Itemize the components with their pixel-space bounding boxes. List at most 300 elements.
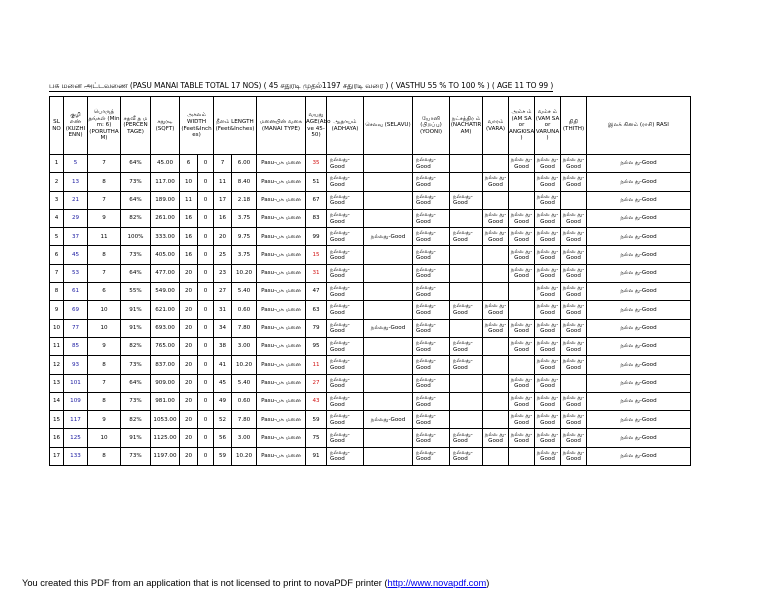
cell-vara: நல்ல து-Good [483,228,509,246]
cell-porutham: 10 [88,301,121,319]
footer-text: You created this PDF from an application that is not licensed to print to novaPDF printer ( [22,578,388,588]
cell-nachatiram [450,155,483,173]
cell-amsa [509,447,535,465]
cell-nachatiram: நல்லது-Good [450,301,483,319]
cell-length-feet: 45 [214,374,232,392]
cell-width-feet: 20 [180,447,198,465]
cell-amsa [509,301,535,319]
cell-porutham: 7 [88,155,121,173]
cell-vara: நல்ல து-Good [483,429,509,447]
cell-sqft: 405.00 [151,246,180,264]
cell-vamsa: நல்ல து-Good [535,356,561,374]
cell-length-feet: 52 [214,411,232,429]
table-row [50,228,691,246]
cell-sqft: 333.00 [151,228,180,246]
cell-length-feet: 38 [214,337,232,355]
cell-rasi: நல்ல து-Good [587,392,691,410]
cell-vamsa: நல்ல து-Good [535,319,561,337]
cell-selavu [364,301,413,319]
col-header-adhaya: ஆதாயம் (ADHAYA) [327,97,364,155]
cell-nachatiram [450,264,483,282]
cell-length-feet: 27 [214,283,232,301]
cell-sqft: 621.00 [151,301,180,319]
cell-vara [483,246,509,264]
cell-nachatiram: நல்லது-Good [450,228,483,246]
cell-kuzhi: 133 [64,447,88,465]
table-row [50,283,691,301]
cell-porutham: 11 [88,228,121,246]
cell-vamsa: நல்ல து-Good [535,374,561,392]
table-row [50,447,691,465]
table-row [50,209,691,227]
col-header-rasi: இலக் கினம் (ராசி) RASI [587,97,691,155]
cell-vara [483,155,509,173]
cell-kuzhi: 117 [64,411,88,429]
footer-close: ) [486,578,490,588]
novapdf-link[interactable]: http://www.novapdf.com [387,578,487,588]
cell-adhaya: நல்லது-Good [327,392,364,410]
cell-manai-type: Pasu-பசு மனை [257,411,306,429]
cell-amsa: நல்ல து-Good [509,337,535,355]
cell-length-feet: 56 [214,429,232,447]
cell-kuzhi: 125 [64,429,88,447]
cell-manai-type: Pasu-பசு மனை [257,209,306,227]
cell-porutham: 7 [88,374,121,392]
cell-sl: 7 [50,264,64,282]
cell-porutham: 7 [88,191,121,209]
cell-amsa: நல்ல து-Good [509,411,535,429]
cell-nachatiram [450,392,483,410]
cell-sl: 9 [50,301,64,319]
cell-kuzhi: 61 [64,283,88,301]
cell-nachatiram: நல்லது-Good [450,337,483,355]
cell-nachatiram [450,173,483,191]
cell-sqft: 1053.00 [151,411,180,429]
cell-thithi: நல்ல து-Good [561,283,587,301]
cell-rasi: நல்ல து-Good [587,283,691,301]
cell-adhaya: நல்லது-Good [327,429,364,447]
col-header-sl: SL NO [50,97,64,155]
cell-width-inches: 0 [198,301,214,319]
cell-nachatiram: நல்லது-Good [450,429,483,447]
cell-vamsa: நல்ல து-Good [535,264,561,282]
cell-manai-type: Pasu-பசு மனை [257,264,306,282]
cell-vamsa: நல்ல து-Good [535,209,561,227]
cell-percentage: 73% [121,356,151,374]
header-row [50,97,691,155]
cell-sqft: 549.00 [151,283,180,301]
cell-porutham: 9 [88,209,121,227]
cell-percentage: 100% [121,228,151,246]
cell-rasi: நல்ல து-Good [587,429,691,447]
cell-thithi: நல்ல து-Good [561,228,587,246]
cell-width-feet: 20 [180,429,198,447]
cell-amsa: நல்ல து-Good [509,392,535,410]
cell-yooni: நல்லது-Good [413,301,450,319]
cell-kuzhi: 101 [64,374,88,392]
cell-width-feet: 16 [180,228,198,246]
table-row [50,264,691,282]
cell-age: 43 [306,392,327,410]
cell-vara [483,411,509,429]
cell-thithi [561,374,587,392]
col-header-porutham: பொருத் தங்கள் (Min m: 6) (PORUTHA M) [88,97,121,155]
cell-sqft: 693.00 [151,319,180,337]
cell-length-inches: 10.20 [232,264,257,282]
cell-yooni: நல்லது-Good [413,356,450,374]
cell-vara [483,264,509,282]
cell-length-feet: 34 [214,319,232,337]
cell-vamsa: நல்ல து-Good [535,392,561,410]
cell-adhaya: நல்லது-Good [327,356,364,374]
pdf-footer-notice [22,578,489,588]
cell-width-inches: 0 [198,411,214,429]
col-header-thithi: திதி (THITH) [561,97,587,155]
cell-amsa [509,356,535,374]
cell-length-feet: 49 [214,392,232,410]
cell-length-inches: 10.20 [232,356,257,374]
cell-width-feet: 20 [180,337,198,355]
cell-width-feet: 20 [180,356,198,374]
cell-width-inches: 0 [198,283,214,301]
cell-width-inches: 0 [198,429,214,447]
cell-width-inches: 0 [198,264,214,282]
cell-kuzhi: 21 [64,191,88,209]
cell-kuzhi: 53 [64,264,88,282]
cell-length-feet: 17 [214,191,232,209]
cell-kuzhi: 13 [64,173,88,191]
cell-age: 79 [306,319,327,337]
cell-vara [483,374,509,392]
table-row [50,173,691,191]
cell-sl: 1 [50,155,64,173]
cell-yooni: நல்லது-Good [413,447,450,465]
cell-sl: 2 [50,173,64,191]
cell-manai-type: Pasu-பசு மனை [257,191,306,209]
cell-percentage: 82% [121,411,151,429]
cell-amsa: நல்ல து-Good [509,228,535,246]
cell-length-inches: 3.75 [232,209,257,227]
cell-kuzhi: 85 [64,337,88,355]
cell-percentage: 82% [121,337,151,355]
cell-sqft: 981.00 [151,392,180,410]
title-text: பசு மனை அட்டவணை (PASU MANAI TABLE TOTAL 17 NOS) ( 45 சதுரடி முதல்1197 சதுரடி வரை ) ( VASTHU 55 % TO 100 % ) ( AGE 11 TO 99 ) [49,81,554,90]
cell-age: 99 [306,228,327,246]
cell-sl: 13 [50,374,64,392]
cell-rasi: நல்ல து-Good [587,301,691,319]
cell-vamsa: நல்ல து-Good [535,411,561,429]
cell-yooni: நல்லது-Good [413,319,450,337]
cell-vamsa: நல்ல து-Good [535,429,561,447]
cell-manai-type: Pasu-பசு மனை [257,337,306,355]
cell-thithi: நல்ல து-Good [561,447,587,465]
cell-manai-type: Pasu-பசு மனை [257,429,306,447]
cell-selavu: நல்லது-Good [364,319,413,337]
table-row [50,246,691,264]
col-header-yooni: யோனி (பிறப்பு) (YOONI) [413,97,450,155]
cell-age: 95 [306,337,327,355]
cell-thithi: நல்ல து-Good [561,411,587,429]
cell-yooni: நல்லது-Good [413,429,450,447]
cell-nachatiram [450,209,483,227]
cell-amsa: நல்ல து-Good [509,374,535,392]
cell-thithi: நல்ல து-Good [561,429,587,447]
cell-nachatiram: நல்லது-Good [450,356,483,374]
cell-width-feet: 20 [180,283,198,301]
cell-length-feet: 16 [214,209,232,227]
cell-manai-type: Pasu-பசு மனை [257,374,306,392]
cell-age: 51 [306,173,327,191]
cell-sqft: 45.00 [151,155,180,173]
cell-selavu: நல்லது-Good [364,411,413,429]
cell-sl: 6 [50,246,64,264]
cell-length-inches: 0.60 [232,392,257,410]
cell-amsa [509,283,535,301]
cell-porutham: 9 [88,411,121,429]
cell-age: 15 [306,246,327,264]
cell-selavu [364,374,413,392]
cell-percentage: 64% [121,264,151,282]
cell-vara [483,191,509,209]
table-row [50,155,691,173]
cell-sl: 3 [50,191,64,209]
cell-percentage: 64% [121,155,151,173]
cell-adhaya: நல்லது-Good [327,155,364,173]
cell-vamsa: நல்ல து-Good [535,283,561,301]
cell-percentage: 73% [121,246,151,264]
col-header-sqft: சதுரடி (SQFT) [151,97,180,155]
col-header-percentage: சதவீ த ம (PERCEN TAGE) [121,97,151,155]
cell-rasi: நல்ல து-Good [587,337,691,355]
cell-percentage: 55% [121,283,151,301]
cell-thithi: நல்ல து-Good [561,319,587,337]
cell-width-feet: 20 [180,264,198,282]
cell-adhaya: நல்லது-Good [327,173,364,191]
cell-percentage: 73% [121,173,151,191]
col-header-width: அகலம் WIDTH (Feet&Inch es) [180,97,214,155]
cell-selavu [364,337,413,355]
cell-length-feet: 59 [214,447,232,465]
cell-width-feet: 10 [180,173,198,191]
cell-yooni: நல்லது-Good [413,392,450,410]
cell-porutham: 8 [88,246,121,264]
cell-yooni: நல்லது-Good [413,228,450,246]
cell-length-feet: 25 [214,246,232,264]
cell-rasi: நல்ல து-Good [587,228,691,246]
cell-vara [483,447,509,465]
table-row [50,337,691,355]
cell-percentage: 91% [121,319,151,337]
cell-vara: நல்ல து-Good [483,173,509,191]
cell-sl: 4 [50,209,64,227]
cell-rasi: நல்ல து-Good [587,209,691,227]
cell-sl: 8 [50,283,64,301]
cell-length-inches: 7.80 [232,411,257,429]
cell-selavu [364,356,413,374]
cell-kuzhi: 45 [64,246,88,264]
cell-thithi: நல்ல து-Good [561,246,587,264]
cell-kuzhi: 37 [64,228,88,246]
cell-thithi: நல்ல து-Good [561,392,587,410]
cell-manai-type: Pasu-பசு மனை [257,283,306,301]
cell-vara: நல்ல து-Good [483,209,509,227]
cell-adhaya: நல்லது-Good [327,301,364,319]
cell-thithi: நல்ல து-Good [561,173,587,191]
cell-yooni: நல்லது-Good [413,173,450,191]
cell-width-inches: 0 [198,337,214,355]
cell-adhaya: நல்லது-Good [327,191,364,209]
table-row [50,356,691,374]
cell-nachatiram [450,283,483,301]
cell-adhaya: நல்லது-Good [327,374,364,392]
cell-percentage: 64% [121,191,151,209]
cell-porutham: 8 [88,392,121,410]
cell-length-inches: 3.00 [232,429,257,447]
cell-sl: 17 [50,447,64,465]
cell-porutham: 10 [88,319,121,337]
cell-amsa: நல்ல து-Good [509,264,535,282]
cell-sl: 5 [50,228,64,246]
cell-sqft: 477.00 [151,264,180,282]
cell-kuzhi: 93 [64,356,88,374]
cell-selavu [364,155,413,173]
cell-porutham: 8 [88,356,121,374]
cell-yooni: நல்லது-Good [413,209,450,227]
cell-thithi: நல்ல து-Good [561,209,587,227]
cell-age: 47 [306,283,327,301]
cell-length-inches: 3.75 [232,246,257,264]
cell-rasi: நல்ல து-Good [587,411,691,429]
cell-percentage: 91% [121,301,151,319]
cell-manai-type: Pasu-பசு மனை [257,173,306,191]
cell-width-feet: 20 [180,319,198,337]
cell-length-inches: 9.75 [232,228,257,246]
cell-selavu [364,429,413,447]
cell-selavu [364,283,413,301]
table-row [50,392,691,410]
cell-yooni: நல்லது-Good [413,246,450,264]
cell-sl: 16 [50,429,64,447]
cell-adhaya: நல்லது-Good [327,264,364,282]
table-row [50,301,691,319]
cell-rasi: நல்ல து-Good [587,264,691,282]
cell-sqft: 117.00 [151,173,180,191]
cell-sqft: 765.00 [151,337,180,355]
col-header-length: நீளம் LENGTH (Feet&Inches) [214,97,257,155]
cell-porutham: 7 [88,264,121,282]
cell-width-feet: 20 [180,301,198,319]
cell-sl: 11 [50,337,64,355]
cell-manai-type: Pasu-பசு மனை [257,356,306,374]
col-header-vara: வாரம் (VARA) [483,97,509,155]
cell-percentage: 73% [121,447,151,465]
cell-rasi: நல்ல து-Good [587,191,691,209]
cell-rasi: நல்ல து-Good [587,319,691,337]
cell-manai-type: Pasu-பசு மனை [257,319,306,337]
cell-nachatiram [450,246,483,264]
cell-amsa: நல்ல து-Good [509,209,535,227]
cell-thithi: நல்ல து-Good [561,356,587,374]
cell-age: 11 [306,356,327,374]
cell-porutham: 10 [88,429,121,447]
cell-length-inches: 8.40 [232,173,257,191]
col-header-age: வயது AGE(Abo ve 45-50) [306,97,327,155]
cell-nachatiram [450,374,483,392]
cell-adhaya: நல்லது-Good [327,411,364,429]
cell-length-inches: 0.60 [232,301,257,319]
cell-kuzhi: 5 [64,155,88,173]
cell-amsa: நல்ல து-Good [509,429,535,447]
cell-amsa [509,173,535,191]
cell-selavu [364,209,413,227]
cell-length-inches: 5.40 [232,374,257,392]
cell-yooni: நல்லது-Good [413,374,450,392]
cell-manai-type: Pasu-பசு மனை [257,246,306,264]
cell-kuzhi: 77 [64,319,88,337]
cell-percentage: 73% [121,392,151,410]
cell-adhaya: நல்லது-Good [327,337,364,355]
cell-width-inches: 0 [198,155,214,173]
table-row [50,411,691,429]
cell-width-inches: 0 [198,246,214,264]
col-header-manai-type: மனையின் வகை (MANAI TYPE) [257,97,306,155]
cell-manai-type: Pasu-பசு மனை [257,447,306,465]
cell-vamsa: நல்ல து-Good [535,337,561,355]
cell-vara [483,392,509,410]
cell-porutham: 9 [88,337,121,355]
cell-thithi: நல்ல து-Good [561,155,587,173]
cell-vara [483,356,509,374]
cell-kuzhi: 29 [64,209,88,227]
cell-thithi: நல்ல து-Good [561,301,587,319]
cell-width-feet: 20 [180,411,198,429]
cell-percentage: 82% [121,209,151,227]
cell-width-feet: 20 [180,374,198,392]
cell-sqft: 261.00 [151,209,180,227]
cell-amsa: நல்ல து-Good [509,246,535,264]
cell-kuzhi: 69 [64,301,88,319]
cell-age: 59 [306,411,327,429]
cell-length-inches: 7.80 [232,319,257,337]
cell-nachatiram: நல்லது-Good [450,447,483,465]
cell-sl: 10 [50,319,64,337]
cell-nachatiram [450,411,483,429]
cell-sl: 14 [50,392,64,410]
cell-length-inches: 10.20 [232,447,257,465]
cell-vamsa: நல்ல து-Good [535,301,561,319]
cell-percentage: 91% [121,429,151,447]
cell-rasi: நல்ல து-Good [587,374,691,392]
cell-length-inches: 2.18 [232,191,257,209]
cell-selavu [364,246,413,264]
cell-selavu: நல்லது-Good [364,228,413,246]
cell-age: 83 [306,209,327,227]
cell-width-feet: 16 [180,246,198,264]
col-header-vamsa: வம்ச ம் (VAM SA or VARUNA ) [535,97,561,155]
cell-amsa [509,191,535,209]
cell-thithi [561,191,587,209]
cell-yooni: நல்லது-Good [413,283,450,301]
cell-adhaya: நல்லது-Good [327,283,364,301]
cell-length-feet: 20 [214,228,232,246]
cell-rasi: நல்ல து-Good [587,246,691,264]
col-header-nachatiram: நட்சத்திர ம் (NACHATIR AM) [450,97,483,155]
cell-width-inches: 0 [198,319,214,337]
cell-selavu [364,392,413,410]
cell-rasi: நல்ல து-Good [587,447,691,465]
cell-manai-type: Pasu-பசு மனை [257,392,306,410]
cell-rasi: நல்ல து-Good [587,155,691,173]
